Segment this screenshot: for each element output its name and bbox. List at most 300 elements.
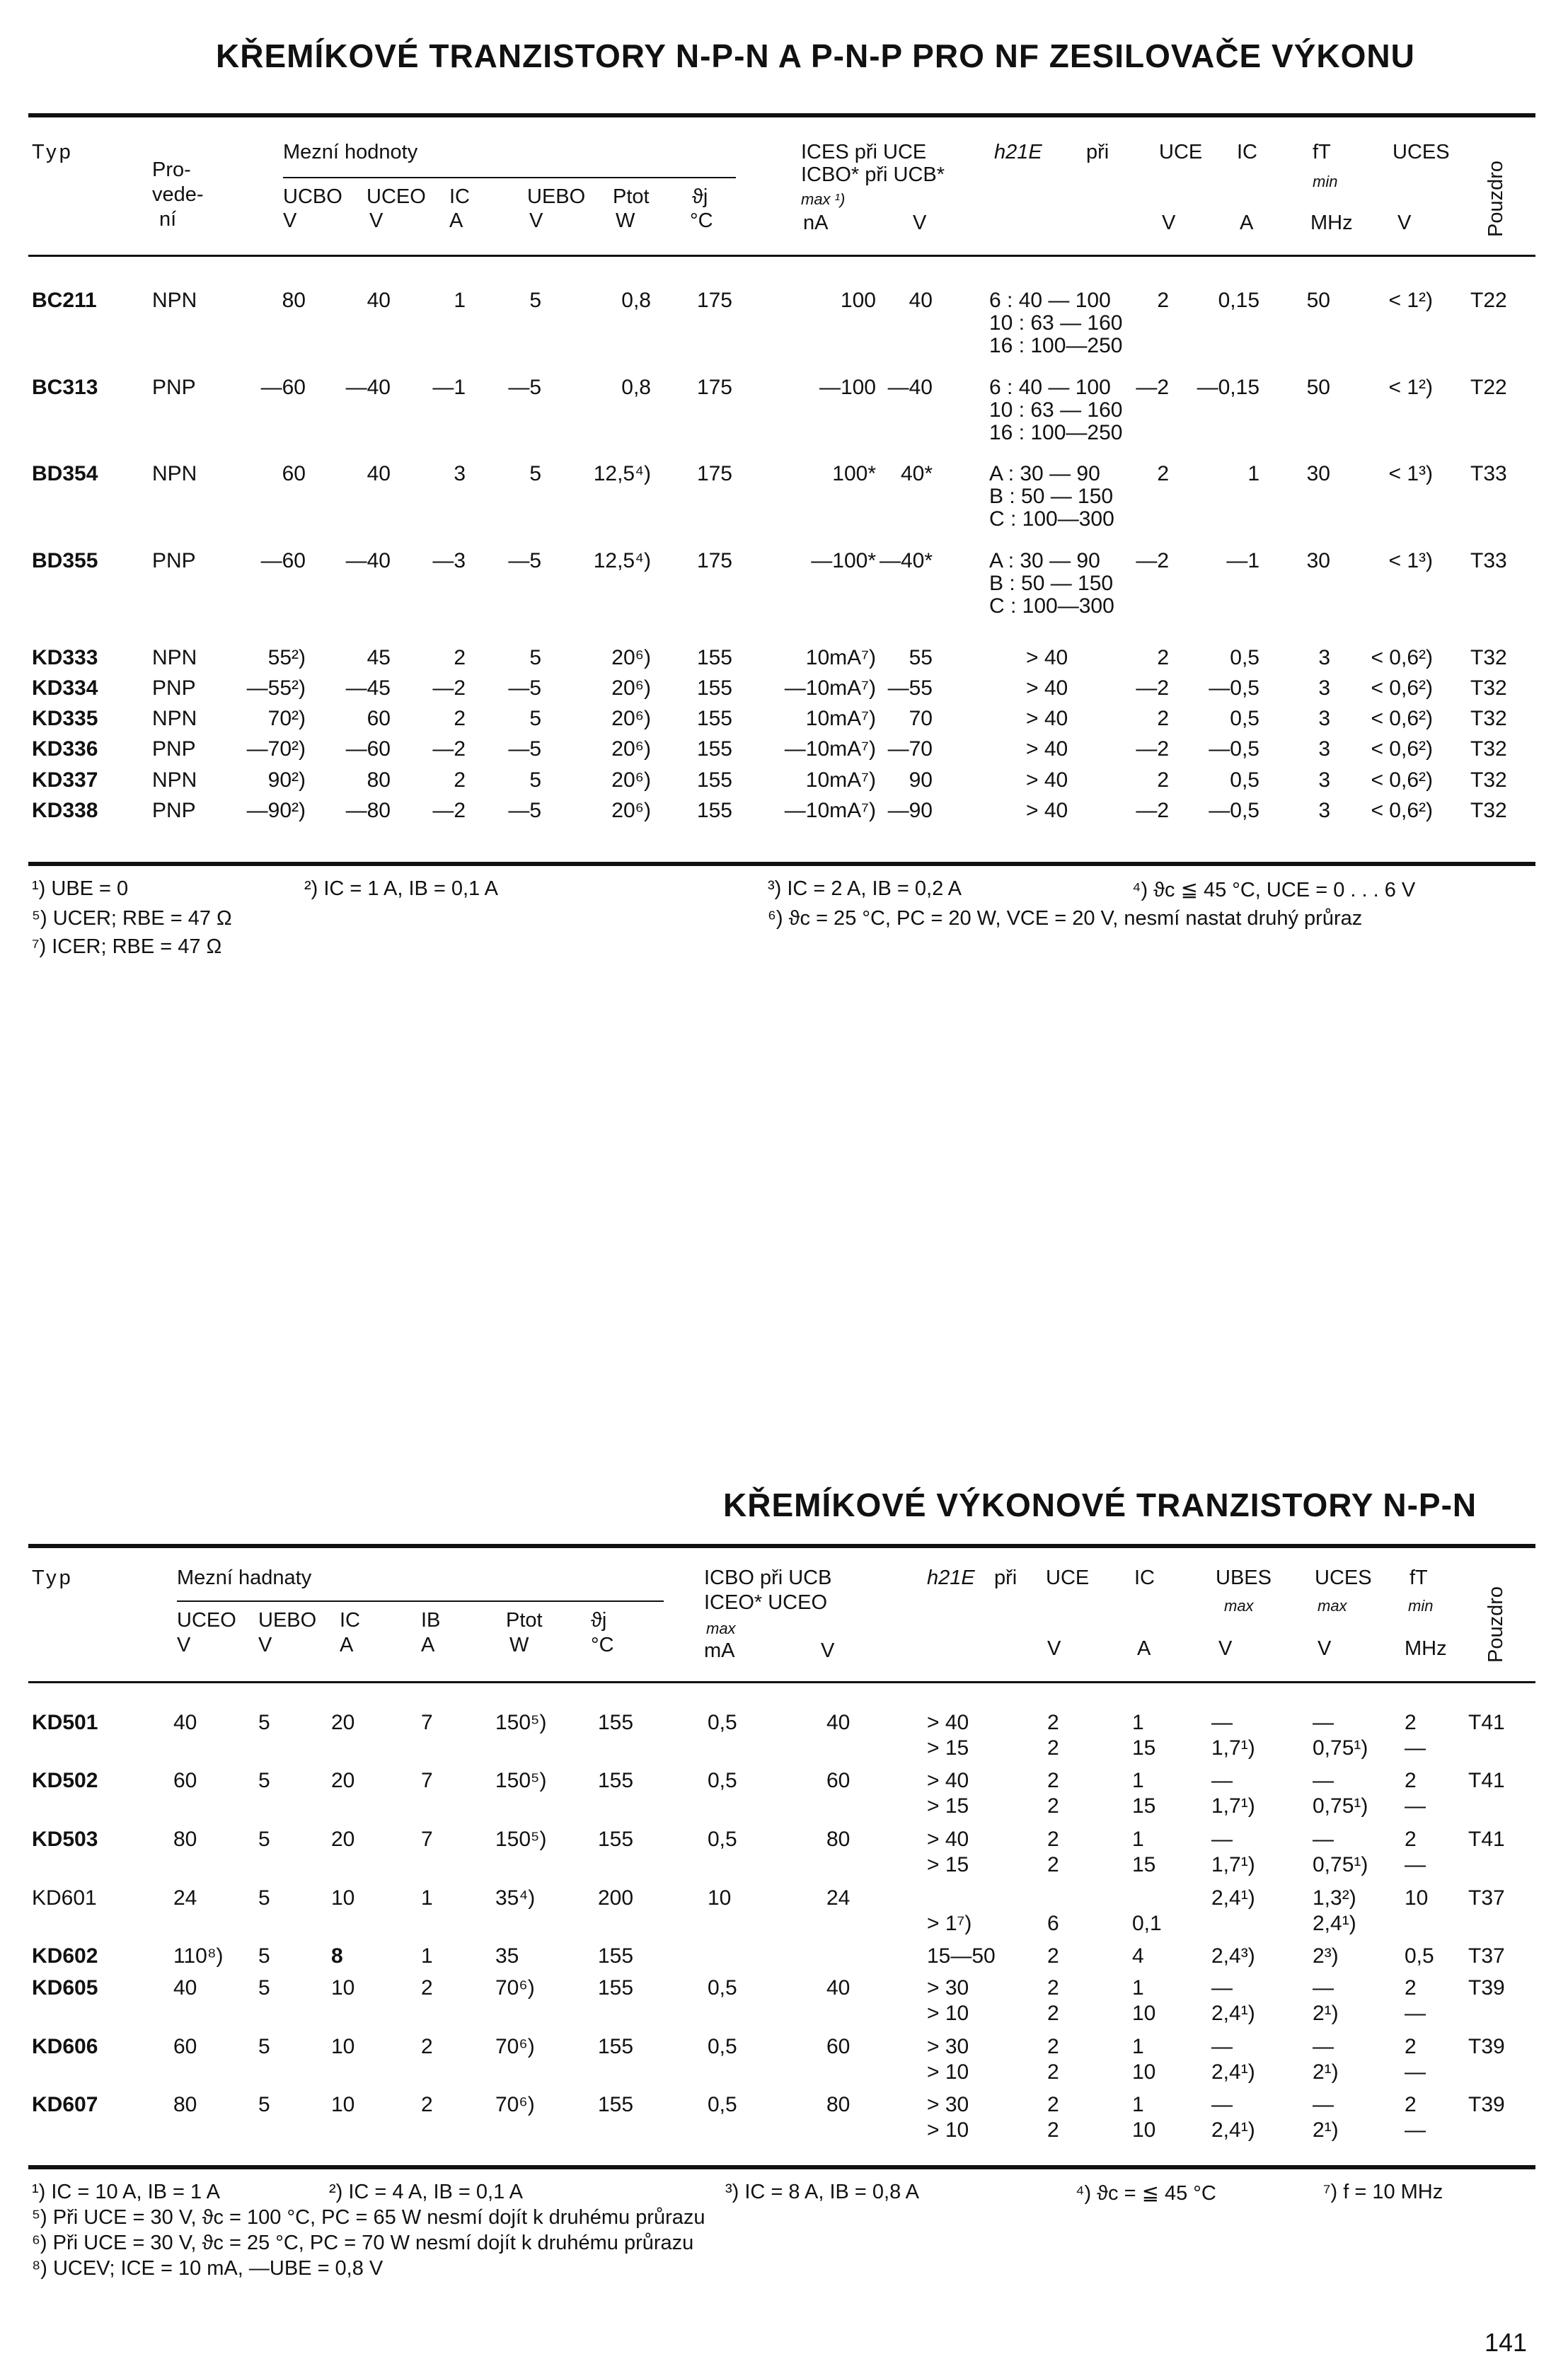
table-cell-uces: 0,75¹) [1313, 1736, 1368, 1760]
table-cell-uces: — [1313, 1828, 1334, 1851]
table-cell-tj: 155 [696, 799, 732, 822]
table-cell-ic2: 10 [1132, 2118, 1156, 2142]
table-cell-ic: 1 [454, 289, 466, 312]
t1-footnote-7: ⁷) ICER; RBE = 47 Ω [32, 935, 222, 958]
table-cell-ptot: 0,8 [621, 289, 651, 312]
table-cell-uebo: 5 [258, 1769, 270, 1792]
table-cell-ubes: — [1211, 2035, 1233, 2058]
table-cell-uceo: —40 [345, 376, 391, 399]
table-cell-uce: 2 [1047, 1794, 1059, 1818]
t2-h-h21e: h21E [927, 1567, 975, 1589]
table-cell-ic: —3 [432, 549, 466, 572]
table-cell-ices: —10mA⁷) [784, 737, 876, 761]
t2-footnote-1: ¹) IC = 10 A, IB = 1 A [32, 2181, 220, 2203]
table-row-type: BD354 [32, 462, 98, 485]
table-cell-ft: 0,5 [1405, 1944, 1434, 1968]
table-cell-ic2: 1 [1132, 2035, 1144, 2058]
t1-h-uceo: UCEO [367, 185, 426, 208]
table-cell-uce: 2 [1047, 1828, 1059, 1851]
table-cell-uces: 0,75¹) [1313, 1853, 1368, 1876]
table-cell-uce2: —2 [1136, 799, 1169, 822]
table-cell-ft: 50 [1306, 289, 1330, 312]
table-cell-h21e: 10 : 63 — 160 [989, 311, 1123, 335]
table-cell-ubes: 2,4¹) [1211, 1886, 1255, 1910]
table-cell-ices: 100* [832, 462, 876, 485]
table1-top-rule [28, 113, 1535, 117]
table-cell-h21e: 10 : 63 — 160 [989, 398, 1123, 422]
table-cell-tj: 155 [696, 646, 732, 669]
table-cell-ptot: 35 [495, 1944, 519, 1968]
table-cell-ic: —2 [432, 799, 466, 822]
table-cell-uceo: —60 [345, 737, 391, 761]
table-cell-ucbo: —90²) [246, 799, 306, 822]
table-row-type: KD503 [32, 1828, 98, 1851]
table-cell-ptot: 70⁶) [495, 2035, 535, 2058]
t1-h-ucbo: UCBO [283, 185, 342, 208]
table-row-type: KD337 [32, 768, 98, 792]
table-cell-ic: 2 [454, 768, 466, 792]
table-cell-ft: 50 [1306, 376, 1330, 399]
table-row-type: KD502 [32, 1769, 98, 1792]
table-cell-ic: —2 [432, 676, 466, 700]
table-cell-ptot: 150⁵) [495, 1711, 547, 1734]
table-cell-provedeni: PNP [152, 799, 196, 822]
table-cell-tj: 155 [696, 737, 732, 761]
table-cell-icbo: 0,5 [708, 2093, 737, 2116]
table-cell-ubes: — [1211, 1769, 1233, 1792]
table-cell-uces: — [1313, 1711, 1334, 1734]
table-cell-ucbo: —70²) [246, 737, 306, 761]
table-cell-icbo: 0,5 [708, 1769, 737, 1792]
t1-h-prov-1: Pro- [152, 158, 191, 181]
t2-h-ubes-u: V [1218, 1637, 1233, 1660]
table-cell-ft: 2 [1405, 1711, 1417, 1734]
table-cell-ptot: 20⁶) [611, 799, 651, 822]
t2-h-ic2-u: A [1137, 1637, 1151, 1660]
table-cell-ft: — [1405, 2002, 1426, 2025]
table-cell-ic2: 15 [1132, 1736, 1156, 1760]
table-cell-pouzdro: T41 [1468, 1711, 1505, 1734]
table-cell-ib: 2 [421, 2035, 433, 2058]
table-cell-uebo: —5 [508, 376, 541, 399]
table-cell-ic: 20 [331, 1769, 355, 1792]
t1-h-ucbo-u: V [283, 209, 297, 232]
table-cell-uebo: 5 [258, 1886, 270, 1910]
t2-h-uceo-u: V [177, 1634, 191, 1656]
table-cell-uce2: 2 [1157, 289, 1169, 312]
table-cell-ubes: 2,4¹) [1211, 2060, 1255, 2084]
t1-h-ices: ICES při UCE [801, 141, 927, 163]
table-cell-uebo: 5 [258, 1828, 270, 1851]
table-cell-ptot: 35⁴) [495, 1886, 536, 1910]
table-cell-ft: — [1405, 2060, 1426, 2084]
table-cell-uce: 2 [1047, 2002, 1059, 2025]
t1-h-ptot-u: W [616, 209, 635, 232]
t1-footnote-4: ⁴) ϑc ≦ 45 °C, UCE = 0 . . . 6 V [1132, 879, 1416, 901]
table-cell-ptot: 20⁶) [611, 768, 651, 792]
table-cell-h21e: > 40 [927, 1828, 969, 1851]
t1-footnote-1: ¹) UBE = 0 [32, 877, 129, 900]
table-cell-pouzdro: T41 [1468, 1769, 1505, 1792]
table-cell-uces: 0,75¹) [1313, 1794, 1368, 1818]
table-row-type: KD501 [32, 1711, 98, 1734]
table-cell-pouzdro: T39 [1468, 2093, 1505, 2116]
t2-h-ib: IB [421, 1609, 441, 1632]
table-row-type: BC313 [32, 376, 98, 399]
table-cell-uces: 2¹) [1313, 2060, 1339, 2084]
table-cell-h21e: 6 : 40 — 100 [989, 376, 1111, 399]
table-cell-uebo: 5 [258, 2035, 270, 2058]
t1-h-ic2: IC [1237, 141, 1257, 163]
table-cell-uebo: 5 [529, 707, 541, 730]
table-cell-uce: 2 [1047, 1711, 1059, 1734]
table-cell-h21e: > 10 [927, 2060, 969, 2084]
table-cell-h21e: A : 30 — 90 [989, 462, 1100, 485]
table-cell-uces: — [1313, 1976, 1334, 2000]
table-cell-ic: 10 [331, 2093, 355, 2116]
table-cell-ic2: —0,5 [1209, 676, 1259, 700]
t1-h-h21e: h21E [994, 141, 1042, 163]
table-cell-ic: 10 [331, 1886, 355, 1910]
table-cell-ib: 7 [421, 1769, 433, 1792]
table-cell-ubes: 1,7¹) [1211, 1794, 1255, 1818]
t2-h-uce: UCE [1046, 1567, 1090, 1589]
table-cell-uces: < 1³) [1388, 549, 1433, 572]
table-cell-ubes: — [1211, 2093, 1233, 2116]
table-cell-uebo: —5 [508, 799, 541, 822]
table-cell-pouzdro: T32 [1470, 646, 1507, 669]
table-cell-uce: —55 [887, 676, 933, 700]
table-cell-ic: 3 [454, 462, 466, 485]
table-cell-ucb: 60 [826, 1769, 851, 1792]
table-cell-uce: —90 [887, 799, 933, 822]
table-cell-h21e: > 30 [927, 2093, 969, 2116]
table-cell-uceo: 45 [367, 646, 391, 669]
t2-footnote-4: ⁴) ϑc = ≦ 45 °C [1076, 2182, 1216, 2205]
table-cell-ucb: 24 [826, 1886, 851, 1910]
table-cell-ft: 2 [1405, 2035, 1417, 2058]
t2-h-pri: při [994, 1567, 1018, 1589]
table-cell-uces: < 0,6²) [1371, 799, 1433, 822]
table-cell-ft: 10 [1405, 1886, 1429, 1910]
table-cell-uce: 2 [1047, 2093, 1059, 2116]
table-cell-uce2: 2 [1157, 707, 1169, 730]
t1-footnote-5: ⁵) UCER; RBE = 47 Ω [32, 907, 232, 930]
table-cell-provedeni: NPN [152, 768, 197, 792]
table-cell-ptot: 70⁶) [495, 2093, 535, 2116]
t2-h-mezni: Mezní hadnaty [177, 1567, 312, 1589]
table-cell-ft: 2 [1405, 1828, 1417, 1851]
table-cell-uebo: 5 [258, 2093, 270, 2116]
table-cell-ucbo: 90²) [267, 768, 306, 792]
t2-h-ic2: IC [1134, 1567, 1155, 1589]
table-cell-uce2: —2 [1136, 376, 1169, 399]
table-cell-ic: 20 [331, 1828, 355, 1851]
t1-h-uce-u: V [913, 212, 927, 234]
table-cell-ic2: 1 [1247, 462, 1259, 485]
table-cell-pouzdro: T22 [1470, 376, 1507, 399]
t1-h-ft-u: MHz [1310, 212, 1353, 234]
table-cell-ic2: 0,1 [1132, 1912, 1162, 1935]
t1-h-tj: ϑj [692, 185, 708, 208]
table-cell-h21e: > 15 [927, 1736, 969, 1760]
table-cell-uces: < 0,6²) [1371, 707, 1433, 730]
t1-h-uceo-u: V [369, 209, 384, 232]
t1-footnote-6: ⁶) ϑc = 25 °C, PC = 20 W, VCE = 20 V, nesmí nastat druhý průraz [768, 907, 1363, 930]
table-cell-uces: < 0,6²) [1371, 676, 1433, 700]
table-cell-provedeni: NPN [152, 707, 197, 730]
table-cell-tj: 155 [598, 2093, 634, 2116]
page-number: 141 [1485, 2328, 1528, 2357]
table-cell-ic: 10 [331, 2035, 355, 2058]
table-row-type: KD602 [32, 1944, 98, 1968]
table-cell-h21e: 16 : 100—250 [989, 334, 1123, 357]
table-cell-ft: 30 [1306, 549, 1330, 572]
table-cell-uebo: 5 [529, 462, 541, 485]
table-cell-ft: — [1405, 2118, 1426, 2142]
table-cell-ubes: 2,4³) [1211, 1944, 1255, 1968]
t2-footnote-3: ³) IC = 8 A, IB = 0,8 A [725, 2181, 920, 2203]
table-cell-ptot: 12,5⁴) [593, 462, 651, 485]
table-cell-ices: 10mA⁷) [805, 707, 876, 730]
table-row-type: KD607 [32, 2093, 98, 2116]
table-cell-ubes: 1,7¹) [1211, 1736, 1255, 1760]
t1-h-uebo-u: V [529, 209, 543, 232]
t1-h-tj-u: °C [690, 209, 713, 232]
table-cell-icbo: 10 [708, 1886, 732, 1910]
t2-h-pouzdro: Pouzdro [1485, 1586, 1507, 1663]
table-row-type: KD334 [32, 676, 98, 700]
table-cell-uce2: 2 [1157, 462, 1169, 485]
table-cell-provedeni: NPN [152, 462, 197, 485]
table-cell-tj: 155 [598, 1769, 634, 1792]
table-cell-ucbo: —60 [260, 376, 306, 399]
table-row-type: KD601 [32, 1886, 97, 1910]
table-cell-ic2: 1 [1132, 1828, 1144, 1851]
table-cell-ptot: 150⁵) [495, 1828, 547, 1851]
table-cell-uces: 2¹) [1313, 2002, 1339, 2025]
table-cell-uces: — [1313, 1769, 1334, 1792]
t2-footnote-5: ⁷) f = 10 MHz [1323, 2181, 1443, 2203]
table-cell-ptot: 20⁶) [611, 737, 651, 761]
table-cell-pouzdro: T22 [1470, 289, 1507, 312]
table-cell-tj: 155 [696, 707, 732, 730]
t2-h-uceo: UCEO [177, 1609, 236, 1632]
t2-h-uces-u: V [1318, 1637, 1332, 1660]
t1-h-typ: Typ [32, 141, 74, 163]
t1-h-ptot: Ptot [613, 185, 650, 208]
t1-h-ic2-u: A [1240, 212, 1254, 234]
table-cell-ubes: 2,4¹) [1211, 2118, 1255, 2142]
table-cell-tj: 155 [598, 2035, 634, 2058]
table-cell-uceo: —45 [345, 676, 391, 700]
table-cell-uceo: 24 [173, 1886, 197, 1910]
table-cell-ubes: — [1211, 1976, 1233, 2000]
table-cell-uebo: —5 [508, 676, 541, 700]
t2-h-ft-u: MHz [1405, 1637, 1447, 1660]
table-cell-tj: 155 [598, 1976, 634, 2000]
table-cell-ptot: 20⁶) [611, 646, 651, 669]
table-cell-pouzdro: T32 [1470, 707, 1507, 730]
table1-header-rule [28, 255, 1535, 257]
table-cell-uce2: —2 [1136, 549, 1169, 572]
table-cell-provedeni: NPN [152, 646, 197, 669]
table-cell-tj: 155 [696, 768, 732, 792]
table-cell-icbo: 0,5 [708, 1976, 737, 2000]
table-row-type: KD338 [32, 799, 98, 822]
table-cell-uces: < 1²) [1388, 289, 1433, 312]
t2-h-uces: UCES [1315, 1567, 1372, 1589]
table1-title: KŘEMÍKOVÉ TRANZISTORY N-P-N A P-N-P PRO NF ZESILOVAČE VÝKONU [216, 38, 1415, 74]
table-cell-tj: 175 [696, 376, 732, 399]
table-cell-h21e: > 40 [1026, 646, 1068, 669]
table-cell-uce: 90 [909, 768, 933, 792]
table-cell-h21e: > 30 [927, 1976, 969, 2000]
table-cell-ucb: 80 [826, 2093, 851, 2116]
table-cell-ptot: 0,8 [621, 376, 651, 399]
table-cell-ic2: 1 [1132, 1711, 1144, 1734]
table-cell-h21e: 6 : 40 — 100 [989, 289, 1111, 312]
table-cell-provedeni: PNP [152, 676, 196, 700]
table-cell-ic: 2 [454, 707, 466, 730]
table-cell-ft: 2 [1405, 2093, 1417, 2116]
t1-h-icbo: ICBO* při UCB* [801, 163, 945, 186]
table-cell-h21e: C : 100—300 [989, 594, 1114, 618]
table-cell-h21e: > 40 [1026, 737, 1068, 761]
table-cell-uebo: 5 [529, 646, 541, 669]
t2-h-icbo-u: mA [704, 1639, 735, 1662]
table-row-type: BD355 [32, 549, 98, 572]
t2-h-ubes-max: max [1224, 1597, 1254, 1615]
t1-h-uce2-u: V [1162, 212, 1176, 234]
table-cell-uceo: 80 [367, 768, 391, 792]
table-cell-uces: 2¹) [1313, 2118, 1339, 2142]
table-row-type: BC211 [32, 289, 97, 312]
t1-h-prov-2: vede- [152, 183, 204, 206]
table-cell-h21e: > 40 [1026, 707, 1068, 730]
table-cell-ices: 100 [840, 289, 876, 312]
t2-h-ft: fT [1410, 1567, 1428, 1589]
t1-h-uces: UCES [1393, 141, 1450, 163]
table-cell-ubes: — [1211, 1828, 1233, 1851]
table-cell-ucb: 40 [826, 1976, 851, 2000]
table-cell-uceo: 40 [173, 1711, 197, 1734]
table-cell-ic2: 10 [1132, 2060, 1156, 2084]
table-cell-ic2: 15 [1132, 1794, 1156, 1818]
table-cell-h21e: B : 50 — 150 [989, 572, 1114, 595]
table-cell-pouzdro: T39 [1468, 1976, 1505, 2000]
t2-h-ptot-u: W [509, 1634, 529, 1656]
table-cell-ptot: 150⁵) [495, 1769, 547, 1792]
t2-h-ft-min: min [1408, 1597, 1434, 1615]
table-cell-ucb: 60 [826, 2035, 851, 2058]
table-cell-pouzdro: T32 [1470, 737, 1507, 761]
table-cell-ptot: 12,5⁴) [593, 549, 651, 572]
table-cell-ices: —10mA⁷) [784, 676, 876, 700]
table-cell-ic2: —1 [1226, 549, 1259, 572]
table-cell-pouzdro: T37 [1468, 1944, 1505, 1968]
table-cell-tj: 155 [598, 1828, 634, 1851]
table-cell-ic2: 0,5 [1230, 646, 1259, 669]
table-cell-ft: 3 [1318, 799, 1330, 822]
table-cell-ices: —100* [811, 549, 876, 572]
table-cell-uces: < 0,6²) [1371, 768, 1433, 792]
t1-h-uces-u: V [1397, 212, 1412, 234]
table-cell-ucbo: 55²) [267, 646, 306, 669]
table-cell-ic: 2 [454, 646, 466, 669]
table-cell-uce: 2 [1047, 1736, 1059, 1760]
table-cell-pouzdro: T32 [1470, 799, 1507, 822]
table-cell-uce: 70 [909, 707, 933, 730]
table-cell-ucbo: —55²) [246, 676, 306, 700]
table-cell-uceo: 60 [173, 2035, 197, 2058]
table-cell-uce2: —2 [1136, 676, 1169, 700]
t2-h-tj-u: °C [591, 1634, 614, 1656]
t1-h-ft: fT [1313, 141, 1331, 163]
table-cell-h21e: > 15 [927, 1853, 969, 1876]
table-cell-ices: 10mA⁷) [805, 768, 876, 792]
table-cell-provedeni: PNP [152, 549, 196, 572]
table-cell-ic: 10 [331, 1976, 355, 2000]
table-cell-ic2: —0,5 [1209, 799, 1259, 822]
table-cell-ft: 30 [1306, 462, 1330, 485]
t1-h-mezni: Mezní hodnoty [283, 141, 418, 163]
table-cell-tj: 175 [696, 549, 732, 572]
t1-footnote-3: ³) IC = 2 A, IB = 0,2 A [768, 877, 962, 900]
table-cell-h21e: > 15 [927, 1794, 969, 1818]
table-cell-uce: 40 [909, 289, 933, 312]
table-cell-ib: 2 [421, 1976, 433, 2000]
table-cell-uces: 1,3²) [1313, 1886, 1356, 1910]
table-cell-uebo: 5 [258, 1711, 270, 1734]
t1-h-ic: IC [449, 185, 470, 208]
table-cell-tj: 155 [696, 676, 732, 700]
table-cell-ic2: —0,15 [1197, 376, 1259, 399]
table-cell-ft: — [1405, 1853, 1426, 1876]
table-cell-uce: 2 [1047, 2035, 1059, 2058]
table-cell-provedeni: NPN [152, 289, 197, 312]
table-cell-h21e: > 40 [927, 1711, 969, 1734]
table-cell-h21e: > 40 [1026, 799, 1068, 822]
table-row-type: KD605 [32, 1976, 98, 2000]
table-cell-ft: — [1405, 1736, 1426, 1760]
table-cell-uebo: 5 [258, 1976, 270, 2000]
table-cell-ubes: — [1211, 1711, 1233, 1734]
t1-h-pri: při [1086, 141, 1109, 163]
t2-footnote-6: ⁵) Při UCE = 30 V, ϑc = 100 °C, PC = 65 W nesmí dojít k druhému průrazu [32, 2206, 705, 2229]
table-cell-ib: 1 [421, 1944, 433, 1968]
table-cell-provedeni: PNP [152, 376, 196, 399]
t1-h-uce2: UCE [1159, 141, 1203, 163]
table-cell-ib: 7 [421, 1828, 433, 1851]
t2-footnote-7: ⁶) Při UCE = 30 V, ϑc = 25 °C, PC = 70 W nesmí dojít k druhému průrazu [32, 2232, 694, 2254]
t2-h-ubes: UBES [1216, 1567, 1272, 1589]
t2-h-typ: Typ [32, 1567, 74, 1589]
table-cell-ices: 10mA⁷) [805, 646, 876, 669]
table-cell-ic2: 0,15 [1218, 289, 1259, 312]
table-cell-uces: — [1313, 2093, 1334, 2116]
table-cell-uce: 2 [1047, 2060, 1059, 2084]
table-cell-uce: 2 [1047, 1769, 1059, 1792]
table-cell-uceo: 60 [173, 1769, 197, 1792]
table-cell-ic2: 15 [1132, 1853, 1156, 1876]
table-cell-uces: < 0,6²) [1371, 646, 1433, 669]
table-cell-uceo: 40 [367, 289, 391, 312]
t2-h-ic: IC [340, 1609, 360, 1632]
table-cell-ft: 2 [1405, 1769, 1417, 1792]
table-cell-ucbo: 60 [282, 462, 306, 485]
table-cell-ic2: 0,5 [1230, 768, 1259, 792]
